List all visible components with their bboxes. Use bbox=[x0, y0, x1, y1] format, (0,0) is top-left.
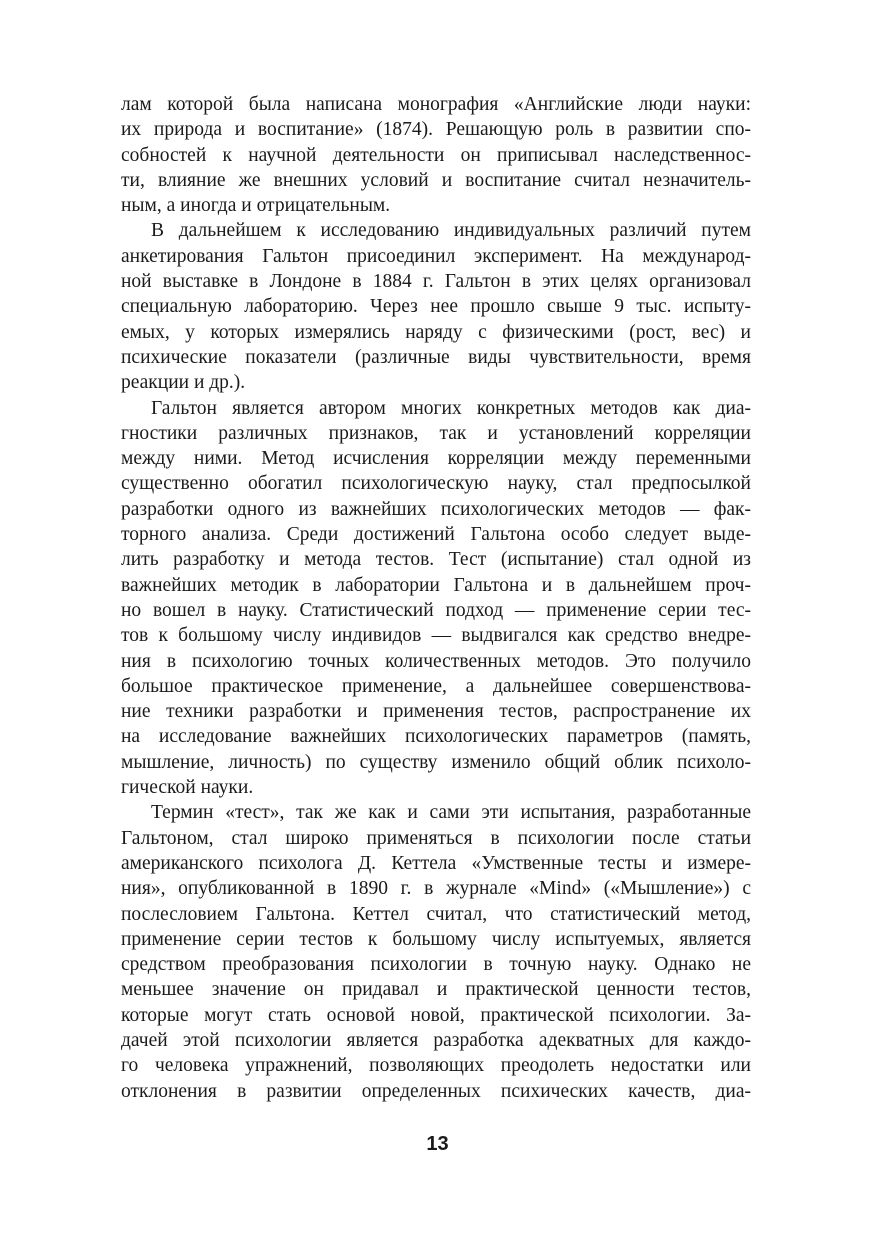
text-line: между ними. Метод исчисления корреляции между переменными bbox=[121, 448, 751, 470]
text-line: гностики различных признаков, так и установлений корреляции bbox=[121, 422, 751, 444]
text-line: гической науки. bbox=[121, 777, 254, 799]
text-line: емых, у которых измерялись наряду с физическими (рост, вес) и bbox=[121, 321, 751, 343]
text-line: ти, влияние же внешних условий и воспитание считал незначитель- bbox=[121, 169, 751, 191]
text-line: собностей к научной деятельности он приписывал наследственнос- bbox=[121, 144, 751, 166]
text-line: применение серии тестов к большому числу испытуемых, является bbox=[121, 928, 751, 950]
text-line: ния», опубликованной в 1890 г. в журнале «Mind» («Мышление») с bbox=[121, 878, 751, 900]
text-line: но вошел в науку. Статистический подход — применение серии тес- bbox=[121, 599, 751, 621]
text-line: послесловием Гальтона. Кеттел считал, что статистический метод, bbox=[121, 903, 751, 925]
text-line: лам которой была написана монография «Английские люди науки: bbox=[121, 94, 751, 115]
paragraph bbox=[121, 92, 751, 218]
paragraph bbox=[121, 218, 751, 395]
text-line: анкетирования Гальтон присоединил эксперимент. На международ- bbox=[121, 245, 751, 267]
text-line: на исследование важнейших психологических параметров (память, bbox=[121, 726, 751, 748]
text-line: мышление, личность) по существу изменило общий облик психоло- bbox=[121, 751, 751, 773]
text-line: го человека упражнений, позволяющих преодолеть недостатки или bbox=[121, 1055, 751, 1077]
text-line: которые могут стать основой новой, практической психологии. За- bbox=[121, 1004, 751, 1026]
text-line: ным, а иногда и отрицательным. bbox=[121, 195, 391, 217]
text-line: отклонения в развитии определенных психических качеств, диа- bbox=[121, 1080, 751, 1102]
text-line: реакции и др.). bbox=[121, 372, 246, 394]
text-line: большое практическое применение, а дальнейшее совершенствова- bbox=[121, 675, 751, 697]
paragraph bbox=[121, 396, 751, 801]
body-text bbox=[121, 92, 751, 1104]
text-line: тов к большому числу индивидов — выдвигался как средство внедре- bbox=[121, 625, 751, 647]
page-number: 13 bbox=[426, 1133, 449, 1155]
text-line: Гальтоном, стал широко применяться в психологии после статьи bbox=[121, 827, 751, 849]
paragraph bbox=[121, 800, 751, 1104]
text-line: торного анализа. Среди достижений Гальтона особо следует выде- bbox=[121, 524, 751, 546]
text-line: ние техники разработки и применения тестов, распространение их bbox=[121, 701, 751, 723]
text-line: разработки одного из важнейших психологических методов — фак- bbox=[121, 498, 751, 520]
text-line: В дальнейшем к исследованию индивидуальных различий путем bbox=[151, 220, 751, 242]
text-line: средством преобразования психологии в точную науку. Однако не bbox=[121, 954, 751, 976]
text-line: ния в психологию точных количественных методов. Это получило bbox=[121, 650, 751, 672]
text-line: дачей этой психологии является разработка адекватных для каждо- bbox=[121, 1029, 751, 1051]
text-line: существенно обогатил психологическую науку, стал предпосылкой bbox=[121, 473, 751, 495]
text-line: их природа и воспитание» (1874). Решающую роль в развитии спо- bbox=[121, 119, 751, 141]
text-line: специальную лабораторию. Через нее прошло свыше 9 тыс. испыту- bbox=[121, 296, 751, 318]
text-line: Гальтон является автором многих конкретных методов как диа- bbox=[151, 397, 751, 419]
text-line: лить разработку и метода тестов. Тест (испытание) стал одной из bbox=[121, 549, 751, 571]
text-line: меньшее значение он придавал и практической ценности тестов, bbox=[121, 979, 751, 1001]
text-line: американского психолога Д. Кеттела «Умственные тесты и измере- bbox=[121, 852, 751, 874]
text-line: ной выставке в Лондоне в 1884 г. Гальтон в этих целях организовал bbox=[121, 271, 751, 293]
text-line: Термин «тест», так же как и сами эти испытания, разработанные bbox=[151, 802, 751, 824]
text-line: важнейших методик в лаборатории Гальтона и в дальнейшем проч- bbox=[121, 574, 751, 596]
text-line: психические показатели (различные виды чувствительности, время bbox=[121, 346, 751, 368]
